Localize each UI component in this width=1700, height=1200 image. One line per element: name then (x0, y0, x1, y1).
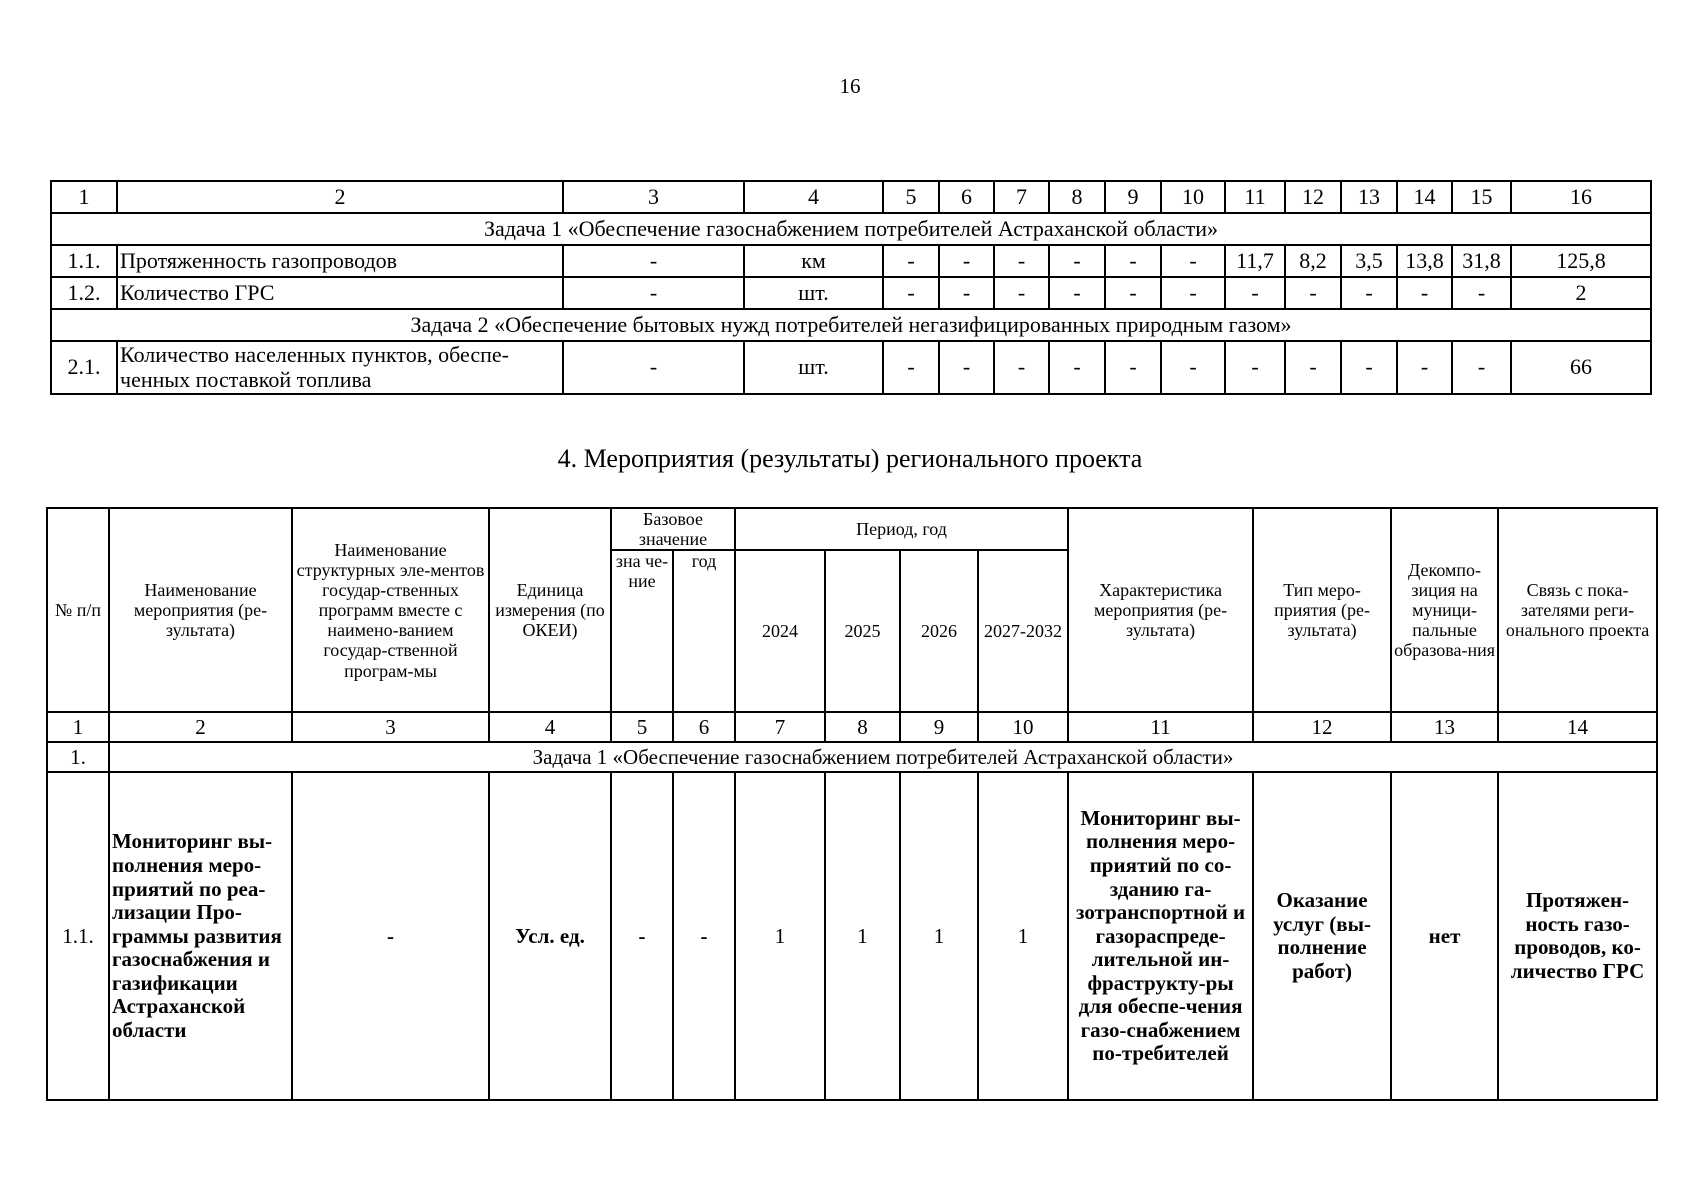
value-cell: - (1105, 245, 1161, 277)
header-period: Период, год (735, 508, 1068, 550)
task-title: Задача 1 «Обеспечение газоснабжением потребителей Астраханской области» (109, 742, 1657, 772)
value-cell: - (1225, 341, 1285, 394)
value-cell: 13,8 (1397, 245, 1452, 277)
base-value-cell: - (611, 772, 673, 1100)
header-base-year: год (673, 550, 735, 712)
column-number: 14 (1498, 712, 1657, 742)
table1-header-cell: 16 (1511, 181, 1651, 213)
table2-column-numbers (47, 712, 1657, 742)
base-year-cell: - (673, 772, 735, 1100)
cell: - (563, 245, 744, 277)
value-cell: - (994, 245, 1049, 277)
header-year: 2027-2032 (978, 550, 1068, 712)
value-cell: 11,7 (1225, 245, 1285, 277)
header-unit: Единица измерения (по ОКЕИ) (489, 508, 611, 712)
table-row (51, 341, 1651, 394)
activity-name: Мониторинг вы-полнения меро-приятий по реа-лизации Про-граммы развития газоснабжения и газификации Астраханской области (109, 772, 292, 1100)
type-cell: Оказание услуг (вы-полнение работ) (1253, 772, 1391, 1100)
value-cell: - (1049, 245, 1105, 277)
indicator-name: Протяженность газопроводов (117, 245, 563, 277)
decomposition-cell: нет (1391, 772, 1498, 1100)
indicator-name: Количество ГРС (117, 277, 563, 309)
unit-cell: км (744, 245, 883, 277)
value-cell: - (1452, 277, 1511, 309)
table1-header-cell: 7 (994, 181, 1049, 213)
column-number: 4 (489, 712, 611, 742)
total-cell: 125,8 (1511, 245, 1651, 277)
table2-header-row (47, 508, 1657, 550)
table1-header-cell: 1 (51, 181, 117, 213)
table-row (47, 772, 1657, 1100)
year-value-cell: 1 (900, 772, 978, 1100)
year-value-cell: 1 (978, 772, 1068, 1100)
header-year: 2025 (825, 550, 900, 712)
indicator-name: Количество населенных пунктов, обеспе-ченных поставкой топлива (117, 341, 563, 394)
column-number: 5 (611, 712, 673, 742)
table1-header-cell: 15 (1452, 181, 1511, 213)
table1-header-cell: 10 (1161, 181, 1225, 213)
column-number: 11 (1068, 712, 1253, 742)
table1-task1-row (51, 213, 1651, 245)
column-number: 9 (900, 712, 978, 742)
year-value-cell: 1 (825, 772, 900, 1100)
header-name: Наименование мероприятия (ре-зультата) (109, 508, 292, 712)
value-cell: 31,8 (1452, 245, 1511, 277)
row-number: 1.1. (47, 772, 109, 1100)
header-struct: Наименование структурных эле-ментов государ-ственных программ вместе с наимено-ванием государ-ственной програм-мы (292, 508, 489, 712)
table-row (51, 277, 1651, 309)
value-cell: - (883, 245, 939, 277)
column-number: 12 (1253, 712, 1391, 742)
task-number: 1. (47, 742, 109, 772)
header-type: Тип меро-приятия (ре-зультата) (1253, 508, 1391, 712)
characteristic-cell: Мониторинг вы-полнения меро-приятий по со-зданию га-зотранспортной и газораспреде-лительной ин-фраструкту-ры для обеспе-чения газо-снабжением по-требителей (1068, 772, 1253, 1100)
task2-title: Задача 2 «Обеспечение бытовых нужд потребителей негазифицированных природным газом» (51, 309, 1651, 341)
column-number: 13 (1391, 712, 1498, 742)
table1-header-cell: 4 (744, 181, 883, 213)
table1-header-cell: 12 (1285, 181, 1341, 213)
table1-header-cell: 8 (1049, 181, 1105, 213)
table1-header-cell: 2 (117, 181, 563, 213)
table1-task2-row (51, 309, 1651, 341)
value-cell: - (1341, 341, 1397, 394)
unit-cell: Усл. ед. (489, 772, 611, 1100)
header-decomposition: Декомпо-зиция на муници-пальные образова-ния (1391, 508, 1498, 712)
column-number: 6 (673, 712, 735, 742)
value-cell: - (939, 341, 994, 394)
value-cell: - (1105, 341, 1161, 394)
total-cell: 66 (1511, 341, 1651, 394)
row-number: 1.1. (51, 245, 117, 277)
value-cell: - (1452, 341, 1511, 394)
table1-header-cell: 6 (939, 181, 994, 213)
header-link: Связь с пока-зателями реги-онального проекта (1498, 508, 1657, 712)
table2-task-row (47, 742, 1657, 772)
value-cell: - (939, 277, 994, 309)
total-cell: 2 (1511, 277, 1651, 309)
table1-header-cell: 11 (1225, 181, 1285, 213)
value-cell: 3,5 (1341, 245, 1397, 277)
table1-header-cell: 14 (1397, 181, 1452, 213)
unit-cell: шт. (744, 277, 883, 309)
value-cell: - (1285, 277, 1341, 309)
value-cell: - (1397, 341, 1452, 394)
value-cell: - (1161, 341, 1225, 394)
value-cell: 8,2 (1285, 245, 1341, 277)
value-cell: - (994, 341, 1049, 394)
column-number: 10 (978, 712, 1068, 742)
column-number: 1 (47, 712, 109, 742)
value-cell: - (883, 277, 939, 309)
cell: - (563, 341, 744, 394)
value-cell: - (883, 341, 939, 394)
value-cell: - (994, 277, 1049, 309)
struct-cell: - (292, 772, 489, 1100)
cell: - (563, 277, 744, 309)
page-number: 16 (839, 74, 861, 98)
header-year: 2024 (735, 550, 825, 712)
value-cell: - (1285, 341, 1341, 394)
activities-table (46, 507, 1658, 1101)
column-number: 7 (735, 712, 825, 742)
table1-header-cell: 3 (563, 181, 744, 213)
header-characteristic: Характеристика мероприятия (ре-зультата) (1068, 508, 1253, 712)
link-cell: Протяжен-ность газо-проводов, ко-личество ГРС (1498, 772, 1657, 1100)
column-number: 8 (825, 712, 900, 742)
header-num: № п/п (47, 508, 109, 712)
table1-header-row (51, 181, 1651, 213)
table1-header-cell: 9 (1105, 181, 1161, 213)
header-base-value: зна че-ние (611, 550, 673, 712)
value-cell: - (1225, 277, 1285, 309)
column-number: 2 (109, 712, 292, 742)
header-base: Базовое значение (611, 508, 735, 550)
value-cell: - (1397, 277, 1452, 309)
header-year: 2026 (900, 550, 978, 712)
value-cell: - (1105, 277, 1161, 309)
value-cell: - (1161, 277, 1225, 309)
row-number: 1.2. (51, 277, 117, 309)
value-cell: - (1341, 277, 1397, 309)
section-title: 4. Мероприятия (результаты) регионального проекта (557, 444, 1143, 473)
table1-header-cell: 13 (1341, 181, 1397, 213)
table1-header-cell: 5 (883, 181, 939, 213)
value-cell: - (939, 245, 994, 277)
column-number: 3 (292, 712, 489, 742)
row-number: 2.1. (51, 341, 117, 394)
value-cell: - (1161, 245, 1225, 277)
value-cell: - (1049, 277, 1105, 309)
value-cell: - (1049, 341, 1105, 394)
indicators-table (50, 180, 1652, 395)
task1-title: Задача 1 «Обеспечение газоснабжением потребителей Астраханской области» (51, 213, 1651, 245)
unit-cell: шт. (744, 341, 883, 394)
table-row (51, 245, 1651, 277)
year-value-cell: 1 (735, 772, 825, 1100)
